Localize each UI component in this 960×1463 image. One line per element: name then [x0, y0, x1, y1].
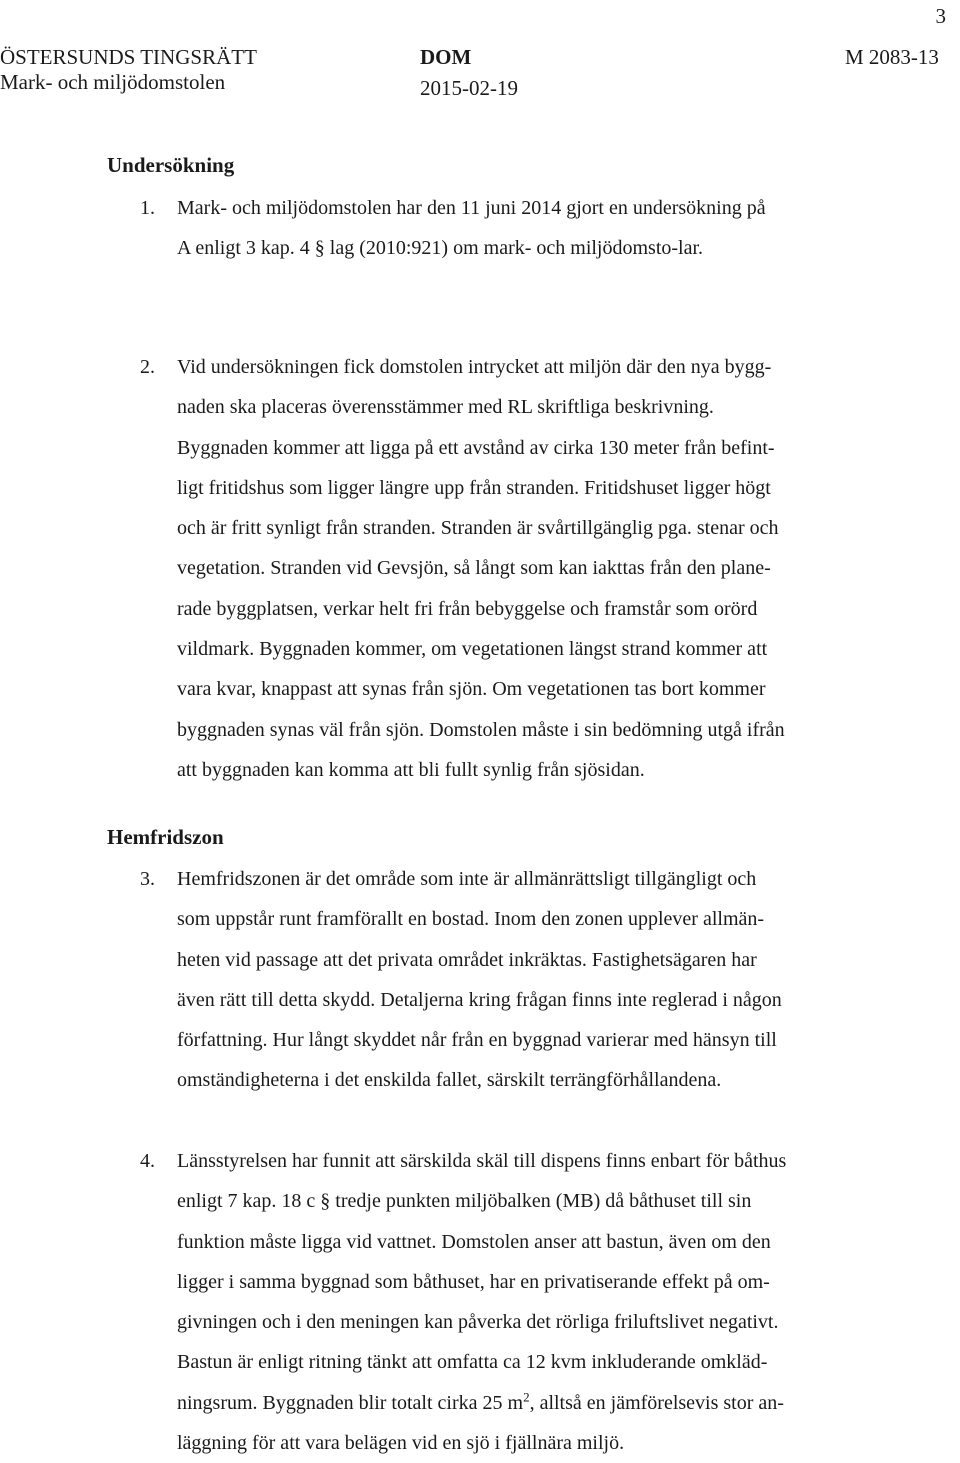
paragraph-line: Länsstyrelsen har funnit att särskilda skäl till dispens finns enbart för båthus [177, 1150, 787, 1172]
paragraph-line: rade byggplatsen, verkar helt fri från bebyggelse och framstår som orörd [177, 597, 758, 620]
page-number: 3 [935, 4, 946, 28]
paragraph-line: Hemfridszonen är det område som inte är allmänrättsligt tillgängligt och [177, 868, 757, 890]
superscript: 2 [523, 1389, 530, 1405]
line-text: ningsrum. Byggnaden blir totalt cirka 25 m [177, 1391, 524, 1414]
paragraph-line: heten vid passage att det privata området inkräktas. Fastighetsägaren har [177, 948, 757, 971]
line-text: , alltså en jämförelsevis stor an- [529, 1391, 784, 1414]
paragraph-line: givningen och i den meningen kan påverka det rörliga friluftslivet negativt. [177, 1311, 779, 1334]
paragraph-line: Bastun är enligt ritning tänkt att omfatta ca 12 kvm inkluderande omkläd- [177, 1351, 768, 1374]
paragraph-2 [177, 347, 892, 790]
document-date: 2015-02-19 [420, 76, 518, 100]
paragraph-1 [177, 188, 892, 269]
paragraph-line: enligt 7 kap. 18 c § tredje punkten miljöbalken (MB) då båthuset till sin [177, 1190, 752, 1213]
court-division: Mark- och miljödomstolen [0, 70, 226, 94]
paragraph-line: omständigheterna i det enskilda fallet, särskilt terrängförhållandena. [177, 1069, 722, 1092]
paragraph-line: ligger i samma byggnad som båthuset, har en privatiserande effekt på om- [177, 1270, 770, 1293]
section-heading-hemfridszon: Hemfridszon [107, 825, 224, 849]
paragraph-line: läggning för att vara belägen vid en sjö i fjällnära miljö. [177, 1432, 625, 1455]
paragraph-line: Mark- och miljödomstolen har den 11 juni 2014 gjort en undersökning på [177, 197, 766, 219]
paragraph-line: byggnaden synas väl från sjön. Domstolen måste i sin bedömning utgå ifrån [177, 718, 785, 741]
paragraph-line: och är fritt synligt från stranden. Stranden är svårtillgänglig pga. stenar och [177, 517, 779, 540]
document-type: DOM [420, 45, 472, 69]
paragraph-line: vildmark. Byggnaden kommer, om vegetationen längst strand kommer att [177, 638, 768, 661]
paragraph-line: naden ska placeras överensstämmer med RL skriftliga beskrivning. [177, 396, 714, 419]
paragraph-number: 1. [140, 197, 155, 219]
paragraph-line: A enligt 3 kap. 4 § lag (2010:921) om mark- och miljödomsto-lar. [177, 237, 704, 260]
paragraph-number: 4. [140, 1150, 155, 1172]
section-heading-undersokning: Undersökning [107, 153, 235, 177]
paragraph-line: vara kvar, knappast att synas från sjön. Om vegetationen tas bort kommer [177, 678, 766, 701]
paragraph-line: som uppstår runt framförallt en bostad. Inom den zonen upplever allmän- [177, 908, 765, 931]
case-number: M 2083-13 [845, 45, 939, 69]
paragraph-line: Byggnaden kommer att ligga på ett avstånd av cirka 130 meter från befint- [177, 436, 775, 459]
paragraph-line [177, 1383, 892, 1423]
paragraph-line: vegetation. Stranden vid Gevsjön, så långt som kan iakttas från den plane- [177, 557, 771, 580]
paragraph-line: författning. Hur långt skyddet når från en byggnad varierar med hänsyn till [177, 1029, 777, 1052]
paragraph-3 [177, 859, 892, 1101]
paragraph-number: 3. [140, 868, 155, 890]
paragraph-line: Vid undersökningen fick domstolen intrycket att miljön där den nya bygg- [177, 356, 772, 378]
paragraph-line: att byggnaden kan komma att bli fullt synlig från sjösidan. [177, 758, 645, 781]
paragraph-4 [177, 1141, 892, 1463]
paragraph-number: 2. [140, 356, 155, 378]
paragraph-line: även rätt till detta skydd. Detaljerna kring frågan finns inte reglerad i någon [177, 988, 782, 1011]
paragraph-line: funktion måste ligga vid vattnet. Domstolen anser att bastun, även om den [177, 1230, 771, 1253]
court-name: ÖSTERSUNDS TINGSRÄTT [0, 45, 257, 69]
paragraph-line: ligt fritidshus som ligger längre upp från stranden. Fritidshuset ligger högt [177, 476, 771, 499]
